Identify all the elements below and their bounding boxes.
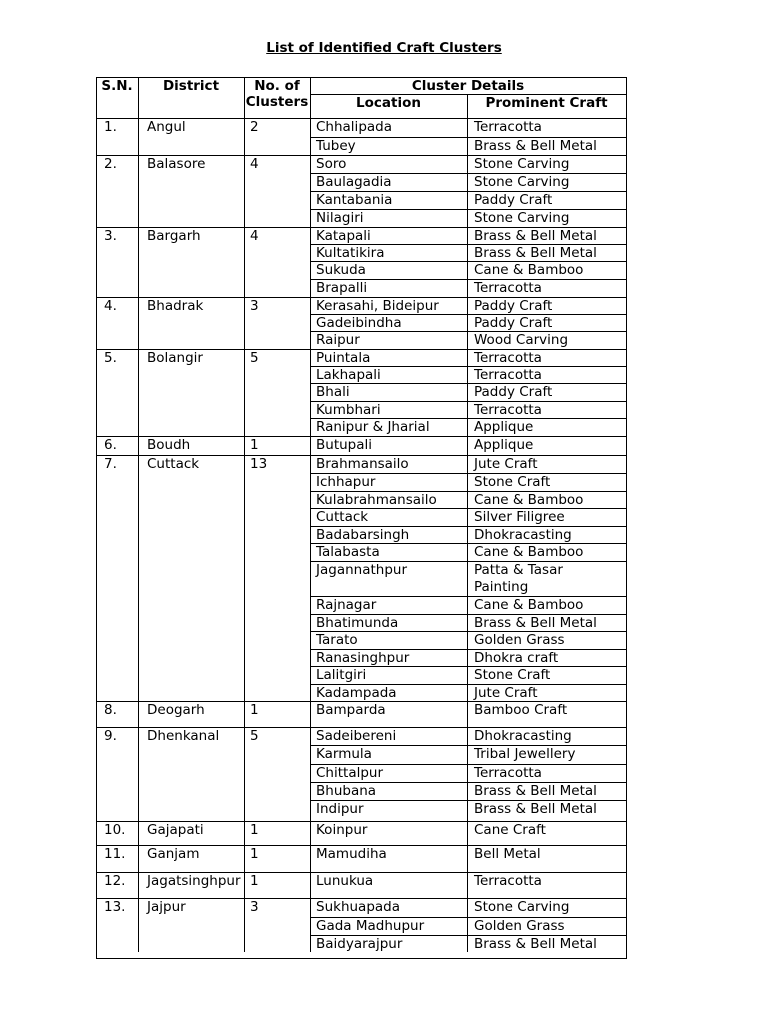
sn-cell: 9. (104, 728, 117, 744)
table-rule (244, 898, 245, 952)
table-rule (244, 872, 245, 898)
district-cell: Gajapati (147, 822, 204, 838)
table-rule (244, 118, 245, 155)
craft-cell: Golden Grass (474, 918, 565, 934)
table-rule (138, 898, 139, 952)
location-cell: Kulabrahmansailo (316, 492, 437, 508)
craft-cell: Dhokracasting (474, 527, 572, 543)
table-rule (310, 349, 311, 436)
location-cell: Katapali (316, 228, 371, 244)
craft-cell: Silver Filigree (474, 509, 565, 525)
table-rule (244, 701, 245, 727)
craft-cell: Brass & Bell Metal (474, 245, 597, 261)
craft-cell: Jute Craft (474, 456, 538, 472)
location-cell: Nilagiri (316, 210, 364, 226)
cluster-count-cell: 1 (250, 846, 259, 862)
craft-cell: Stone Carving (474, 174, 570, 190)
table-rule (467, 297, 468, 349)
craft-cell: Terracotta (474, 402, 542, 418)
location-cell: Koinpur (316, 822, 368, 838)
location-cell: Bamparda (316, 702, 386, 718)
location-cell: Rajnagar (316, 597, 377, 613)
table-rule (96, 958, 626, 959)
district-cell: Jajpur (147, 899, 186, 915)
table-rule (467, 898, 468, 952)
cluster-count-cell: 1 (250, 702, 259, 718)
location-cell: Ranipur & Jharial (316, 419, 430, 435)
craft-cell: Terracotta (474, 873, 542, 889)
table-rule (310, 898, 311, 952)
location-cell: Baulagadia (316, 174, 392, 190)
district-cell: Boudh (147, 437, 191, 453)
location-cell: Sadeibereni (316, 728, 397, 744)
location-cell: Brapalli (316, 280, 368, 296)
craft-cell: Terracotta (474, 280, 542, 296)
table-rule (138, 297, 139, 349)
craft-cell: Brass & Bell Metal (474, 783, 597, 799)
location-cell: Butupali (316, 437, 373, 453)
location-cell: Jagannathpur (316, 562, 408, 578)
sn-cell: 6. (104, 437, 117, 453)
sn-cell: 2. (104, 156, 117, 172)
cluster-count-cell: 4 (250, 228, 259, 244)
district-cell: Bolangir (147, 350, 203, 366)
table-rule (310, 455, 311, 701)
location-cell: Lalitgiri (316, 667, 367, 683)
page-title: List of Identified Craft Clusters (266, 40, 502, 56)
table-rule (138, 349, 139, 436)
location-cell: Kantabania (316, 192, 393, 208)
table-rule (244, 227, 245, 297)
table-rule (310, 701, 311, 727)
header-cluster-details: Cluster Details (411, 78, 525, 94)
cluster-count-cell: 2 (250, 119, 259, 135)
table-rule (310, 436, 311, 455)
craft-cell: Bell Metal (474, 846, 541, 862)
location-cell: Raipur (316, 332, 360, 348)
header-location: Location (356, 95, 421, 111)
table-rule (310, 227, 311, 297)
table-rule (310, 118, 311, 155)
location-cell: Kadampada (316, 685, 397, 701)
craft-cell: Stone Craft (474, 667, 551, 683)
table-rule (138, 118, 139, 155)
location-cell: Sukhuapada (316, 899, 401, 915)
cluster-count-cell: 3 (250, 298, 259, 314)
table-rule (138, 701, 139, 727)
location-cell: Badabarsingh (316, 527, 410, 543)
table-rule (138, 872, 139, 898)
table-rule (310, 297, 311, 349)
table-rule (138, 227, 139, 297)
location-cell: Bhali (316, 384, 350, 400)
table-rule (467, 455, 468, 701)
craft-cell: Terracotta (474, 350, 542, 366)
table-rule (244, 821, 245, 845)
craft-cell: Paddy Craft (474, 298, 553, 314)
table-rule (244, 845, 245, 872)
table-rule (138, 455, 139, 701)
location-cell: Mamudiha (316, 846, 387, 862)
location-cell: Gada Madhupur (316, 918, 425, 934)
table-rule (310, 155, 311, 227)
cluster-count-cell: 1 (250, 437, 259, 453)
location-cell: Tubey (316, 138, 356, 154)
craft-cell: Brass & Bell Metal (474, 615, 597, 631)
sn-cell: 12. (104, 873, 126, 889)
craft-cell: Terracotta (474, 367, 542, 383)
cluster-count-cell: 1 (250, 822, 259, 838)
district-cell: Balasore (147, 156, 206, 172)
table-rule (467, 349, 468, 436)
location-cell: Chhalipada (316, 119, 392, 135)
table-rule (467, 845, 468, 872)
table-rule (467, 118, 468, 155)
table-rule (467, 436, 468, 455)
location-cell: Bhatimunda (316, 615, 399, 631)
craft-cell: Golden Grass (474, 632, 565, 648)
location-cell: Soro (316, 156, 347, 172)
table-rule (467, 821, 468, 845)
craft-cell: Cane Craft (474, 822, 546, 838)
location-cell: Chittalpur (316, 765, 384, 781)
craft-cell: Bamboo Craft (474, 702, 568, 718)
craft-cell: Brass & Bell Metal (474, 936, 597, 952)
table-rule (96, 77, 97, 959)
craft-cell: Cane & Bamboo (474, 262, 584, 278)
craft-cell: Brass & Bell Metal (474, 138, 597, 154)
table-rule (310, 821, 311, 845)
district-cell: Dhenkanal (147, 728, 220, 744)
table-rule (244, 297, 245, 349)
craft-cell: Patta & Tasar (474, 562, 563, 578)
location-cell: Kultatikira (316, 245, 385, 261)
craft-cell: Painting (474, 579, 529, 595)
table-rule (138, 155, 139, 227)
sn-cell: 4. (104, 298, 117, 314)
craft-cell: Paddy Craft (474, 192, 553, 208)
location-cell: Tarato (316, 632, 358, 648)
table-rule (467, 872, 468, 898)
sn-cell: 11. (104, 846, 126, 862)
location-cell: Baidyarajpur (316, 936, 403, 952)
location-cell: Karmula (316, 746, 372, 762)
header-no-of: No. of (254, 78, 300, 94)
craft-cell: Terracotta (474, 765, 542, 781)
location-cell: Gadeibindha (316, 315, 402, 331)
craft-cell: Terracotta (474, 119, 542, 135)
location-cell: Puintala (316, 350, 371, 366)
table-rule (467, 155, 468, 227)
table-rule (138, 727, 139, 821)
cluster-count-cell: 3 (250, 899, 259, 915)
district-cell: Jagatsinghpur (147, 873, 241, 889)
table-rule (138, 436, 139, 455)
sn-cell: 5. (104, 350, 117, 366)
district-cell: Angul (147, 119, 186, 135)
district-cell: Cuttack (147, 456, 200, 472)
craft-cell: Stone Craft (474, 474, 551, 490)
craft-cell: Wood Carving (474, 332, 569, 348)
table-rule (244, 455, 245, 701)
table-rule (244, 436, 245, 455)
location-cell: Sukuda (316, 262, 366, 278)
district-cell: Bargarh (147, 228, 201, 244)
table-rule (244, 155, 245, 227)
cluster-count-cell: 5 (250, 728, 259, 744)
table-rule (310, 845, 311, 872)
sn-cell: 3. (104, 228, 117, 244)
location-cell: Kumbhari (316, 402, 381, 418)
table-rule (467, 701, 468, 727)
table-rule (310, 727, 311, 821)
craft-cell: Brass & Bell Metal (474, 228, 597, 244)
craft-cell: Dhokra craft (474, 650, 559, 666)
location-cell: Indipur (316, 801, 364, 817)
table-rule (138, 821, 139, 845)
craft-clusters-table (96, 77, 626, 958)
craft-cell: Dhokracasting (474, 728, 572, 744)
location-cell: Bhubana (316, 783, 377, 799)
location-cell: Lunukua (316, 873, 374, 889)
header-district: District (162, 78, 220, 94)
sn-cell: 7. (104, 456, 117, 472)
table-rule (244, 727, 245, 821)
district-cell: Deogarh (147, 702, 205, 718)
cluster-count-cell: 5 (250, 350, 259, 366)
district-cell: Ganjam (147, 846, 200, 862)
cluster-count-cell: 4 (250, 156, 259, 172)
location-cell: Ranasinghpur (316, 650, 410, 666)
sn-cell: 10. (104, 822, 126, 838)
location-cell: Kerasahi, Bideipur (316, 298, 439, 314)
craft-cell: Applique (474, 437, 534, 453)
craft-cell: Brass & Bell Metal (474, 801, 597, 817)
table-rule (626, 77, 627, 959)
district-cell: Bhadrak (147, 298, 204, 314)
craft-cell: Applique (474, 419, 534, 435)
table-rule (310, 383, 626, 384)
header-prominent-craft: Prominent Craft (485, 95, 608, 111)
sn-cell: 8. (104, 702, 117, 718)
location-cell: Brahmansailo (316, 456, 409, 472)
location-cell: Ichhapur (316, 474, 376, 490)
craft-cell: Tribal Jewellery (474, 746, 576, 762)
location-cell: Cuttack (316, 509, 369, 525)
craft-cell: Stone Carving (474, 156, 570, 172)
location-cell: Lakhapali (316, 367, 381, 383)
table-rule (310, 872, 311, 898)
craft-cell: Cane & Bamboo (474, 544, 584, 560)
sn-cell: 13. (104, 899, 126, 915)
craft-cell: Stone Carving (474, 899, 570, 915)
table-rule (467, 727, 468, 821)
cluster-count-cell: 13 (250, 456, 268, 472)
table-rule (467, 227, 468, 297)
table-rule (244, 349, 245, 436)
craft-cell: Cane & Bamboo (474, 492, 584, 508)
header-clusters: Clusters (245, 94, 309, 110)
location-cell: Talabasta (316, 544, 380, 560)
craft-cell: Cane & Bamboo (474, 597, 584, 613)
table-rule (138, 845, 139, 872)
craft-cell: Paddy Craft (474, 315, 553, 331)
cluster-count-cell: 1 (250, 873, 259, 889)
header-sn: S.N. (101, 78, 133, 94)
craft-cell: Jute Craft (474, 685, 538, 701)
craft-cell: Paddy Craft (474, 384, 553, 400)
craft-cell: Stone Carving (474, 210, 570, 226)
sn-cell: 1. (104, 119, 117, 135)
